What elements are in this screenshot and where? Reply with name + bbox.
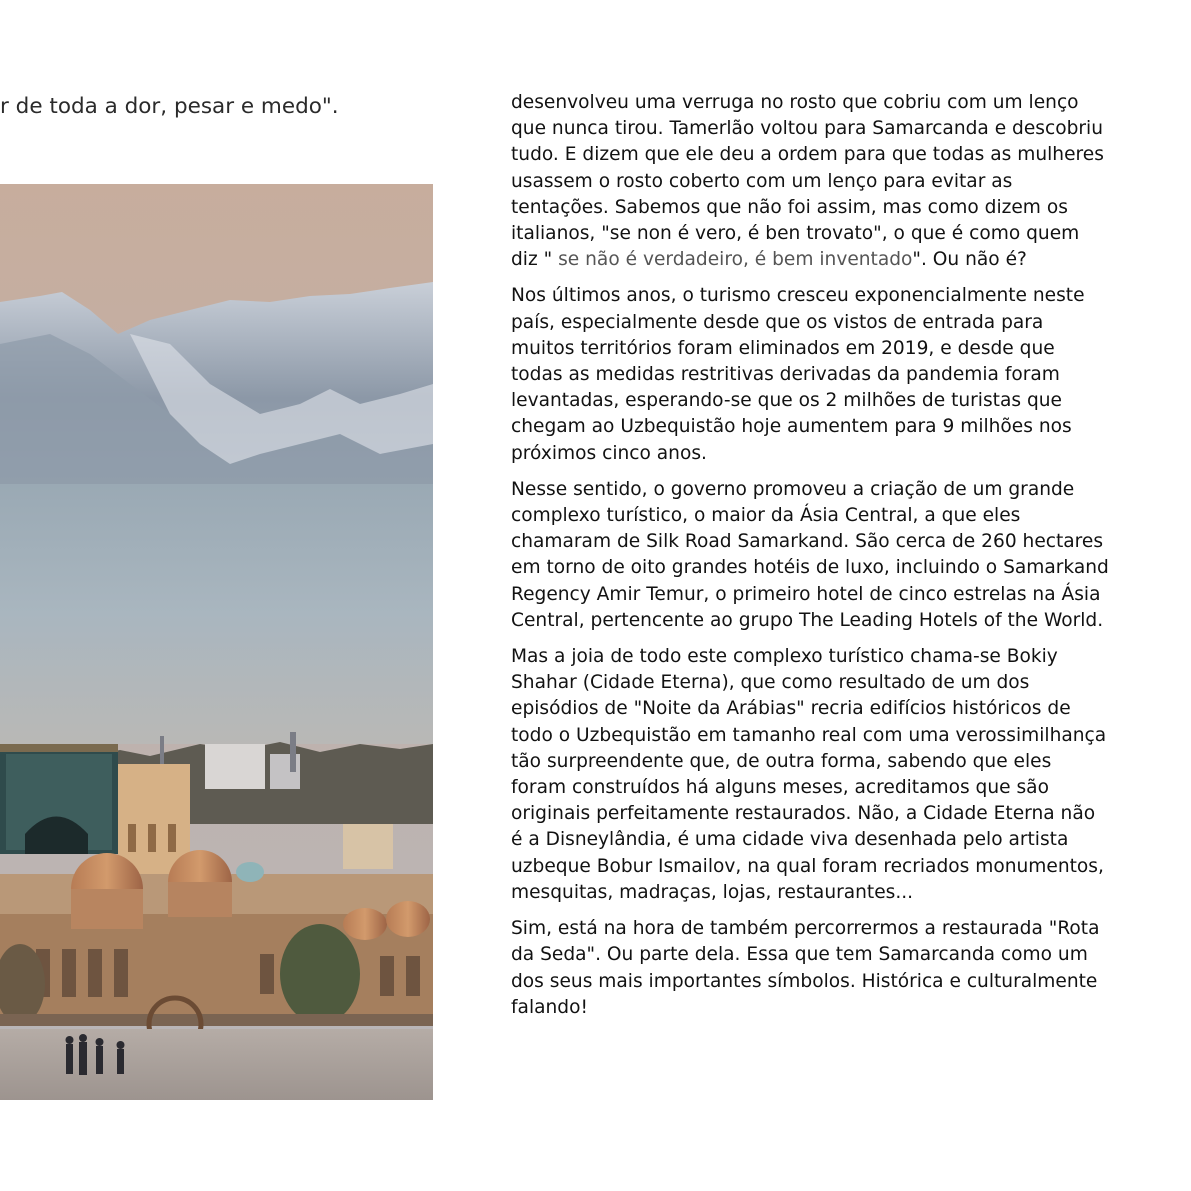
article-column [511, 90, 1111, 1031]
samarkand-photo [0, 184, 433, 1100]
article-paragraph-3: Nesse sentido, o governo promoveu a criação de um grande complexo turístico, o maior da Ásia Central, a que eles chamaram de Silk Road Samarkand. São cerca de 260 hectares em torno de oito grandes hotéis de luxo, incluindo o Samarkand Regency Amir Temur, o primeiro hotel de cinco estrelas na Ásia Central, pertencente ao grupo The Leading Hotels of the World. [511, 478, 1109, 631]
article-paragraph-2: Nos últimos anos, o turismo cresceu exponencialmente neste país, especialmente desde que os vistos de entrada para muitos territórios foram eliminados em 2019, e desde que todas as medidas restritivas derivadas da pandemia foram levantadas, esperando-se que os 2 milhões de turistas que chegam ao Uzbequistão hoje aumentem para 9 milhões nos próximos cinco anos. [511, 285, 1085, 464]
quote-fragment: r de toda a dor, pesar e medo". [0, 94, 339, 119]
paragraph-1-ending: ". Ou não é? [912, 249, 1027, 271]
paragraph-1-highlight: se não é verdadeiro, é bem inventado [552, 249, 913, 271]
paragraph-1-text: desenvolveu uma verruga no rosto que cobriu com um lenço que nunca tirou. Tamerlão voltou para Samarcanda e descobriu tudo. E dizem que ele deu a ordem para que todas as mulheres usassem o rosto coberto com um lenço para evitar as tentações. Sabemos que não foi assim, mas como dizem os italianos, "se non é vero, é ben trovato", o que é como quem diz " [511, 92, 1104, 271]
article-paragraph-4: Mas a joia de todo este complexo turístico chama-se Bokiy Shahar (Cidade Eterna), que como resultado de um dos episódios de "Noite da Arábias" recria edifícios históricos de todo o Uzbequistão em tamanho real com uma verossimilhança tão surpreendente que, de outra forma, sabendo que eles foram construídos há alguns meses, acreditamos que são originais perfeitamente restaurados. Não, a Cidade Eterna não é a Disneylândia, é uma cidade viva desenhada pelo artista uzbeque Bobur Ismailov, na qual foram recriados monumentos, mesquitas, madraças, lojas, restaurantes... [511, 646, 1107, 903]
article-paragraph-1 [511, 90, 1111, 273]
article-paragraph-5: Sim, está na hora de também percorrermos a restaurada "Rota da Seda". Ou parte dela. Essa que tem Samarcanda como um dos seus mais importantes símbolos. Histórica e culturalmente falando! [511, 918, 1100, 1018]
